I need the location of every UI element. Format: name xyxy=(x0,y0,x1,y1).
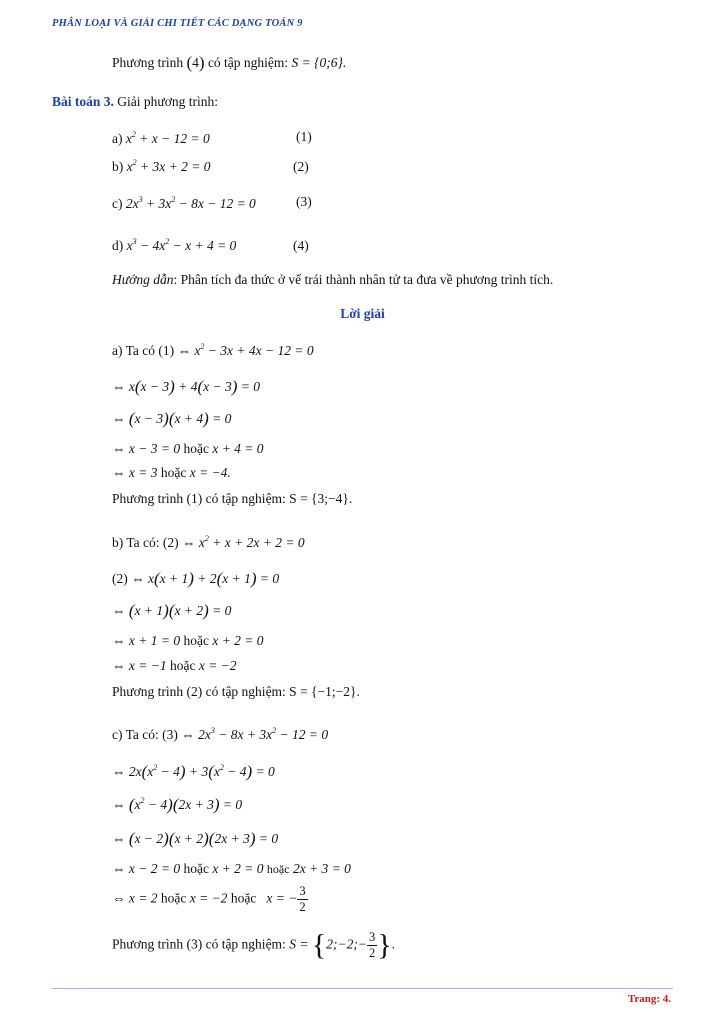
equation-d-tag: (4) xyxy=(293,238,309,253)
problem-label: Bài toán 3. xyxy=(52,94,114,109)
problem-heading xyxy=(52,94,218,110)
part-b-step3: ⇔ x + 1 = 0 hoặc x + 2 = 0 xyxy=(112,633,264,648)
part-c-conclusion: Phương trình (3) có tập nghiệm: S = {2;−2;− $\frac{3}{2}$ }. xyxy=(112,928,395,962)
part-a-lead: a) Ta có (1) ⇔ $x^2 - 3x + 4x - 12 = 0$ xyxy=(112,342,314,358)
part-c-step4: ⇔ x − 2 = 0 hoặc x + 2 = 0 hoặc 2x + 3 = 0 xyxy=(112,861,351,876)
intro-eq-num: 4 xyxy=(192,55,199,70)
problem-instruction: Giải phương trình: xyxy=(117,94,218,109)
equation-d: d) $x^3 - 4x^2 - x + 4 = 0$ xyxy=(112,237,237,253)
equation-a-tag: (1) xyxy=(296,129,312,144)
part-c-step5: ⇔ x = 2 hoặc x = −2 hoặc x = − $\frac{3}{2}$ xyxy=(112,884,306,914)
part-c-step2: ⇔ $(x^2 - 4)(2x + 3) = 0$ xyxy=(112,795,243,814)
footer-divider xyxy=(52,988,673,989)
part-a-step4: ⇔ x = 3 hoặc x = −4. xyxy=(112,465,231,480)
hint-label: Hướng dẫn xyxy=(112,272,174,287)
part-c-step3: ⇔ (x − 2)(x + 2)(2x + 3) = 0 xyxy=(112,829,279,848)
page-number: Trang: 4. xyxy=(627,993,671,1005)
part-a-conclusion: Phương trình (1) có tập nghiệm: S = {3;−4}. xyxy=(112,491,353,506)
hint-line xyxy=(112,272,553,288)
equation-b: b) $x^2 + 3x + 2 = 0$ xyxy=(112,158,211,174)
part-c-lead: c) Ta có: (3) ⇔ $2x^3 - 8x + 3x^2 - 12 = 0$ xyxy=(112,726,329,742)
intro-set: S = {0;6}. xyxy=(291,55,347,70)
part-b-step1: (2) ⇔ x(x + 1) + 2(x + 1) = 0 xyxy=(112,569,280,588)
part-a-step3: ⇔ x − 3 = 0 hoặc x + 4 = 0 xyxy=(112,441,264,456)
intro-text: Phương trình xyxy=(112,55,184,70)
part-c-step1: ⇔ $2x(x^2 - 4) + 3(x^2 - 4) = 0$ xyxy=(112,762,275,781)
part-b-step2: ⇔ (x + 1)(x + 2) = 0 xyxy=(112,601,232,620)
hint-text: : Phân tích đa thức ở vế trái thành nhân tử ta đưa về phương trình tích. xyxy=(173,272,554,287)
part-b-lead: b) Ta có: (2) ⇔ $x^2 + x + 2x + 2 = 0$ xyxy=(112,534,305,550)
solution-title: Lời giải xyxy=(340,306,385,321)
part-a-step1: ⇔ x(x − 3) + 4(x − 3) = 0 xyxy=(112,377,261,396)
part-b-step4: ⇔ x = −1 hoặc x = −2 xyxy=(112,658,237,673)
part-b-conclusion: Phương trình (2) có tập nghiệm: S = {−1;−2}. xyxy=(112,684,360,699)
part-a-step2: ⇔ (x − 3)(x + 4) = 0 xyxy=(112,409,232,428)
equation-b-tag: (2) xyxy=(293,159,309,174)
equation-c: c) $2x^3 + 3x^2 - 8x - 12 = 0$ xyxy=(112,195,256,211)
intro-line: Phương trình (4) có tập nghiệm: S = {0;6}. xyxy=(112,53,347,72)
equation-a: a) $x^2 + x - 12 = 0$ xyxy=(112,130,210,146)
header-title: PHÂN LOẠI VÀ GIẢI CHI TIẾT CÁC DẠNG TOÁN 9 xyxy=(52,18,303,29)
equation-c-tag: (3) xyxy=(296,194,312,209)
intro-mid: có tập nghiệm: xyxy=(207,55,289,70)
